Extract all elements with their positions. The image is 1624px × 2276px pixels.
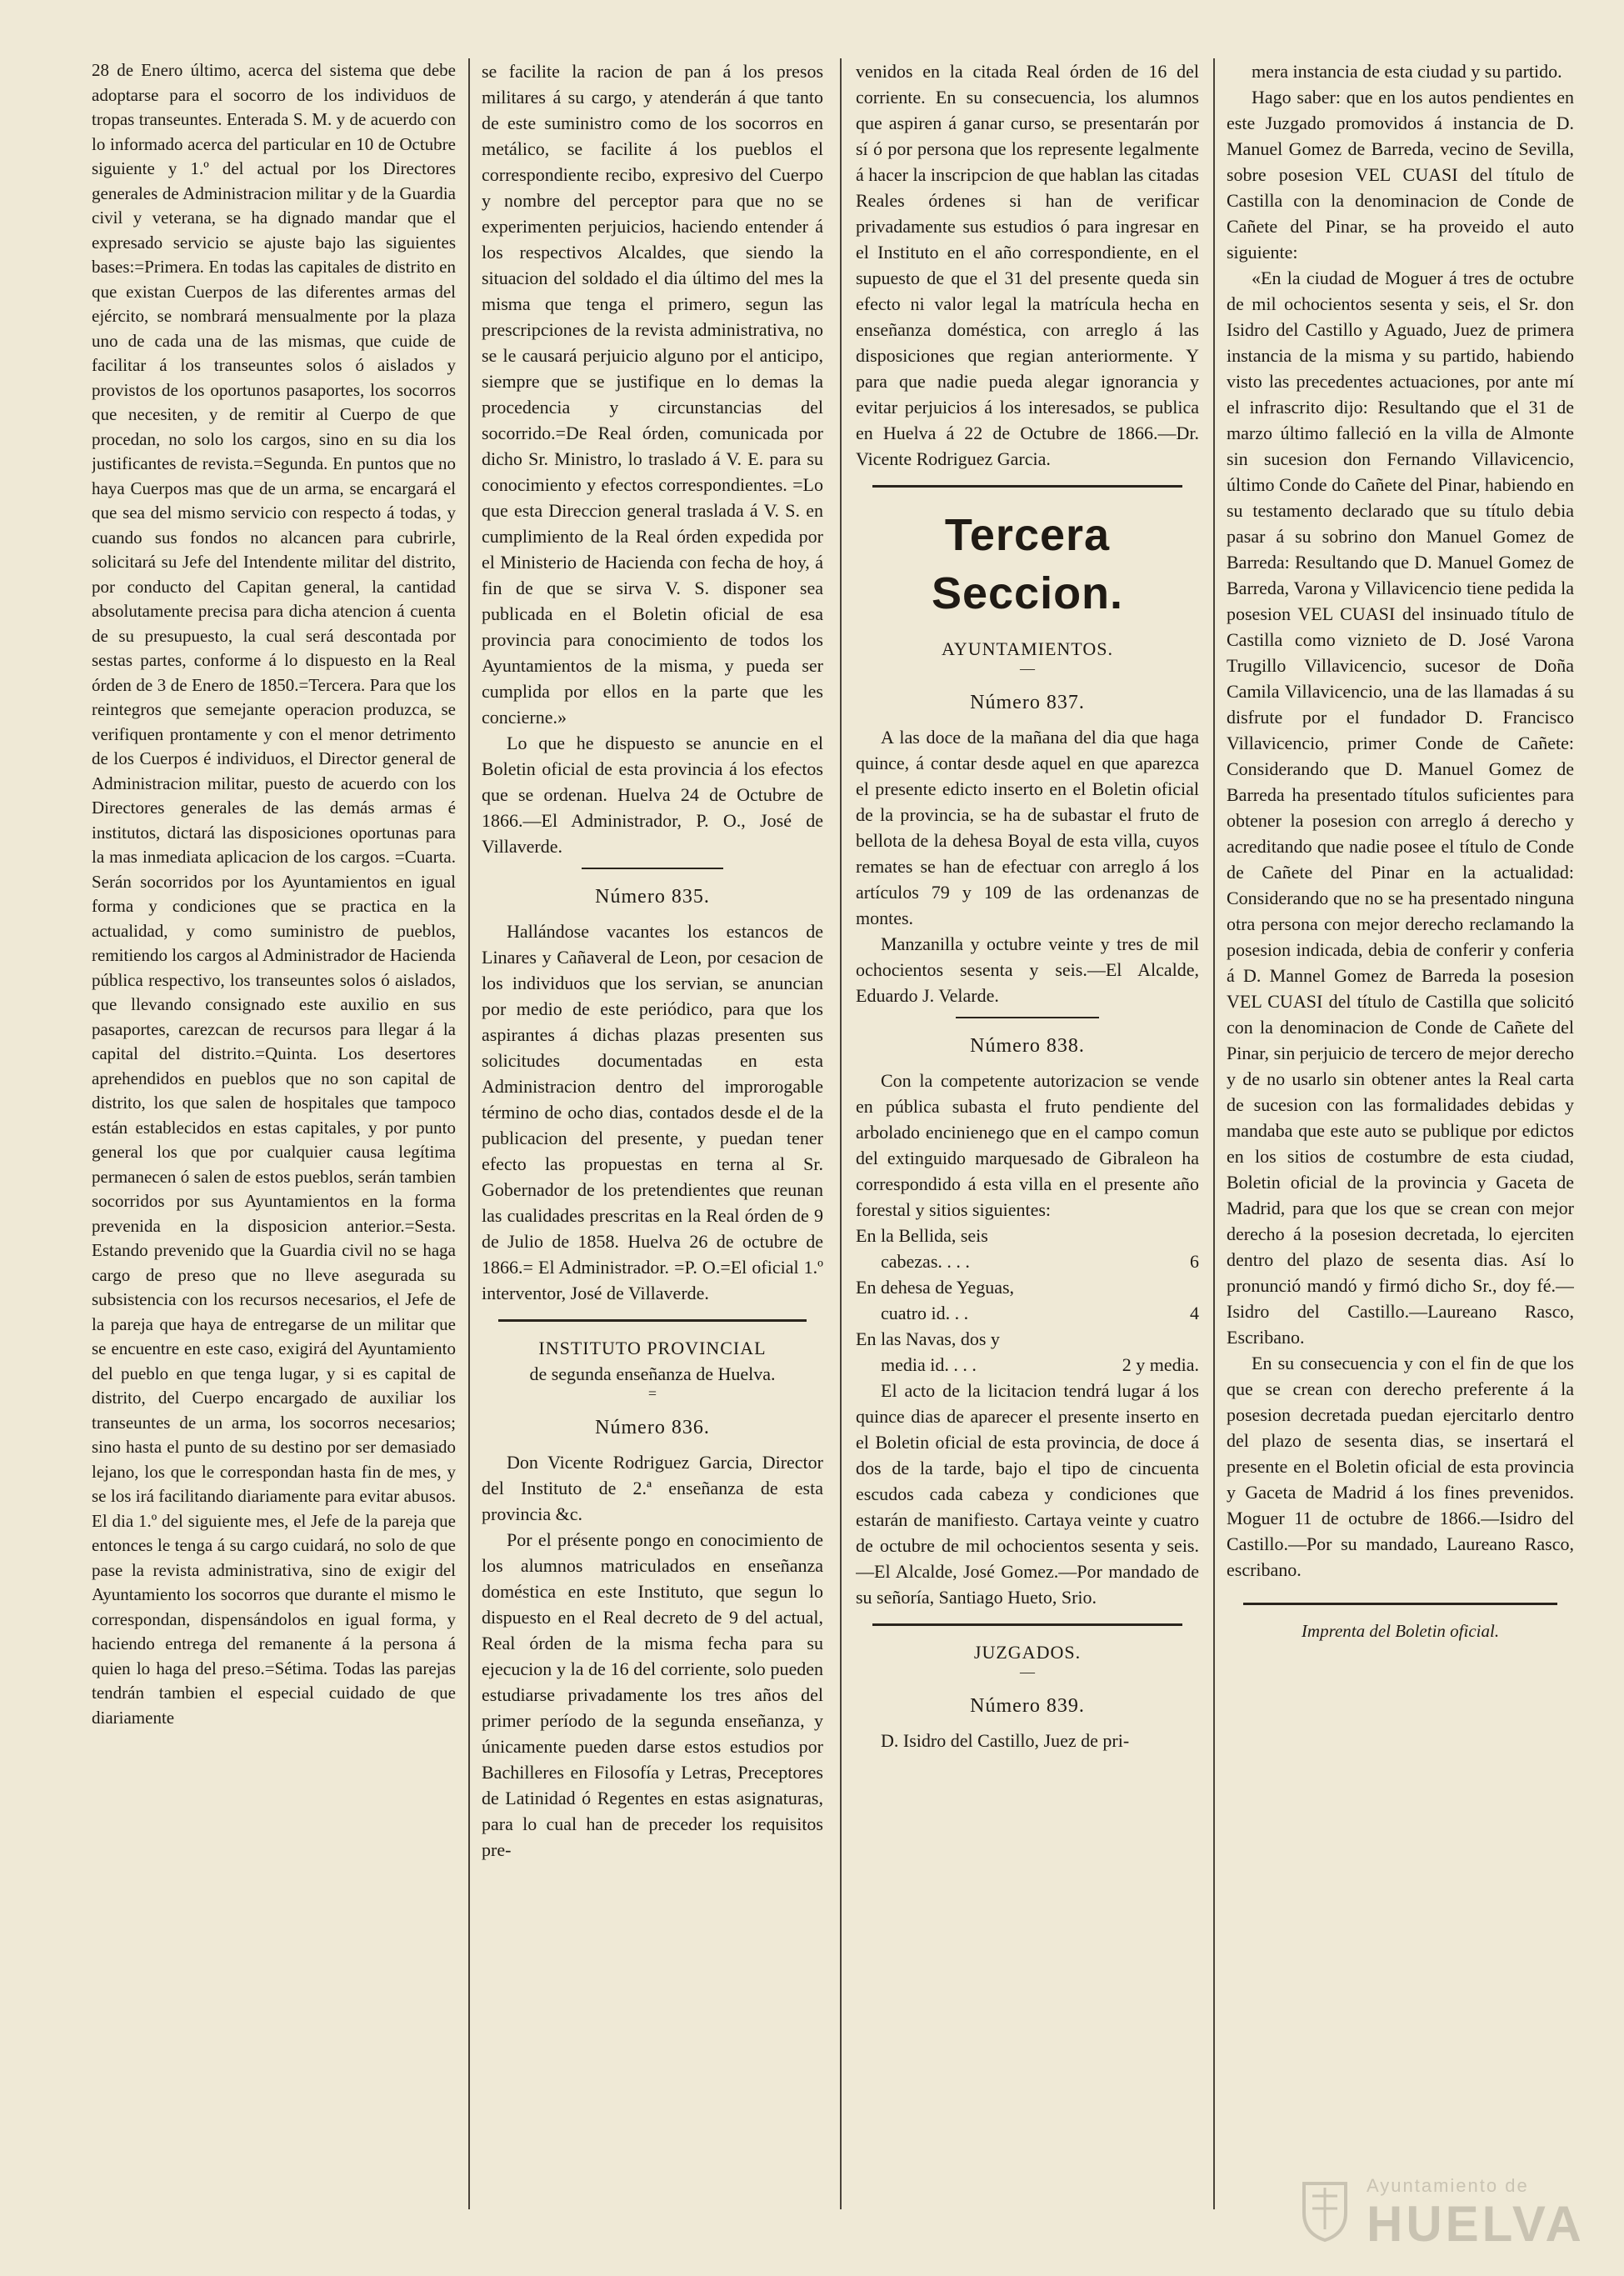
column-divider xyxy=(840,58,842,2209)
archive-watermark xyxy=(1300,2167,1600,2267)
coat-of-arms-icon xyxy=(1300,2175,1350,2242)
notice-number-838: Número 838. xyxy=(970,1035,1085,1057)
list-item-detail: media id. . . . xyxy=(881,1354,977,1375)
list-item xyxy=(856,1223,1199,1274)
notice-number-839: Número 839. xyxy=(970,1695,1085,1717)
list-item-label: En dehesa de Yeguas, xyxy=(856,1277,1015,1298)
list-item-value: 4 xyxy=(1190,1303,1199,1323)
notice-number-835: Número 835. xyxy=(595,886,710,908)
body-paragraph: Don Vicente Rodriguez Garcia, Director del Instituto de 2.ª enseñanza de esta provincia &c. xyxy=(482,1452,823,1524)
column-divider xyxy=(1213,58,1215,2209)
list-item-label: En las Navas, dos y xyxy=(856,1328,1000,1349)
column-2 xyxy=(482,58,823,2234)
printer-imprint: Imprenta del Boletin oficial. xyxy=(1301,1621,1500,1641)
list-item-label: En la Bellida, seis xyxy=(856,1225,988,1246)
body-paragraph: se facilite la racion de pan á los presos militares á su cargo, y atenderán á que tanto de este suministro como de los socorros en metálico, se facilite á los pueblos el correspondiente recibo, expresivo del Cuerpo y nombre del perceptor para que no se experimenten perjuicios, haciendo entender á los respectivos Alcaldes, que siendo la situacion del soldado el dia último del mes la misma que tenga el primero, segun las prescripciones de la revista administrativa, no se le causará perjuicio alguno por el anticipo, siempre que se justifique en lo demas la procedencia y circunstancias del socorrido.=De Real órden, comunicada por dicho Sr. Ministro, lo traslado á V. E. para su conocimiento y efectos correspondientes. =Lo que esta Direccion general traslada á V. S. en cumplimiento de la Real órden expedida por el Ministerio de Hacienda con fecha de hoy, á fin de que se sirva V. S. disponer sea publicada en el Boletin oficial de esa provincia para conocimiento de todos los Ayuntamientos de la misma, y pueda ser cumplida por ellos en la parte que les concierne.» xyxy=(482,61,823,728)
instituto-subheading: de segunda enseñanza de Huelva. xyxy=(529,1363,776,1384)
body-paragraph: venidos en la citada Real órden de 16 del corriente. En su consecuencia, los alumnos que aspiren á ganar curso, se presentarán por sí ó por persona que los represente legalmente á hacer la inscripcion de que hablan las citadas Reales órdenes si han de verificar privadamente sus estudios ó para ingresar en el Instituto en el año correspondiente, en el supuesto de que el 31 del presente queda sin efecto ni valor legal la matrícula hecha en enseñanza doméstica, con arreglo á las disposiciones que regian anteriormente. Y para que nadie pueda alegar ignorancia y evitar perjuicios á los interesados, se publica en Huelva á 22 de Octubre de 1866.—Dr. Vicente Rodriguez Garcia. xyxy=(856,61,1199,469)
body-paragraph: Hallándose vacantes los estancos de Linares y Cañaveral de Leon, por cesacion de los individuos que los servian, se anuncian por medio de este periódico, para que los aspirantes á dichas plazas presenten sus solicitudes documentadas en esta Administracion dentro del improrogable término de ocho dias, contados desde el de la publicacion del presente, y puedan tener efecto las propuestas en terna al Sr. Gobernador de los pretendientes que reunan las cualidades prescritas en la Real órden de 9 de Julio de 1858. Huelva 26 de octubre de 1866.= El Administrador. =P. O.=El oficial 1.º interventor, José de Villaverde. xyxy=(482,921,823,1303)
section-divider xyxy=(956,1017,1099,1018)
body-paragraph: mera instancia de esta ciudad y su partido. xyxy=(1252,61,1562,82)
section-divider xyxy=(498,1319,807,1322)
list-item-detail: cuatro id. . . xyxy=(881,1303,969,1323)
body-paragraph: En su consecuencia y con el fin de que los que se crean con derecho preferente á la posesion decretada puedan ejercitarlo dentro del plazo de sesenta dias, se insertará el presente en el Boletin oficial de esta provincia y Gaceta de Madrid á los fines prevenidos. Moguer 11 de octubre de 1866.—Isidro del Castillo.—Por su mandado, Laureano Rasco, escribano. xyxy=(1227,1353,1574,1580)
section-divider xyxy=(872,1623,1182,1626)
section-title: Tercera Seccion. xyxy=(931,510,1124,618)
body-paragraph: Manzanilla y octubre veinte y tres de mil ochocientos sesenta y seis.—El Alcalde, Eduardo J. Velarde. xyxy=(856,933,1199,1006)
body-paragraph: D. Isidro del Castillo, Juez de pri- xyxy=(881,1730,1130,1751)
notice-number-836: Número 836. xyxy=(595,1417,710,1438)
watermark-line2: HUELVA xyxy=(1367,2196,1585,2252)
column-3 xyxy=(856,58,1199,2234)
body-paragraph: «En la ciudad de Moguer á tres de octubre de mil ochocientos sesenta y seis, el Sr. don Isidro del Castillo y Aguado, Juez de primera instancia de la misma y su partido, habiendo visto las precedentes actuaciones, por ante mí el infrascrito dijo: Resultando que el 31 de marzo último falleció en la villa de Almonte sin sucesion don Fernando Villavicencio, último Conde do Cañete del Pinar, habiendo en su testamento declarado que su título debia pasar á su sobrino don Manuel Gomez de Barreda: Resultando que D. Manuel Gomez de Barreda, Varona y Villavicencio tiene pedida la posesion VEL CUASI del insinuado título de Castilla como viznieto de D. José Varona Trugillo Villavicencio, sucesor de Doña Camila Villavicencio, una de las llamadas á su disfrute por el fundador D. Francisco Villavicencio, primer Conde de Cañete: Considerando que D. Manuel Gomez de Barreda ha presentado títulos suficientes para obtener la posesion con arreglo á derecho y acreditando que nadie posee el título de Conde de Cañete del Pinar en la actualidad: Considerando que no se ha presentado ninguna otra persona con mejor derecho reclamando la posesion indicada, debia de conferir y conferia á D. Mannel Gomez de Barreda la posesion VEL CUASI del título de Castilla que solicitó con la denominacion de Conde de Cañete del Pinar, sin perjuicio de tercero de mejor derecho y de no usarlo sin obtener antes la Real carta de sucesion con las formalidades debidas y mandaba que este auto se publique por edictos en los sitios de costumbre de esta ciudad, Boletin oficial de la provincia y Gaceta de Madrid, para que los que se crean con mejor derecho á la posesion decretada, lo ejerciten dentro del plazo de sesenta dias. Así lo pronunció mandó y firmó dicho Sr., doy fé.—Isidro del Castillo.—Laureano Rasco, Escribano. xyxy=(1227,268,1574,1348)
body-paragraph: Lo que he dispuesto se anuncie en el Boletin oficial de esta provincia á los efectos que se ordenan. Huelva 24 de Octubre de 1866.—El Administrador, P. O., José de Villaverde. xyxy=(482,733,823,857)
juzgados-heading: JUZGADOS. xyxy=(973,1642,1082,1663)
ayuntamientos-heading: AYUNTAMIENTOS. xyxy=(942,638,1113,659)
ornament-divider: — xyxy=(1020,1663,1035,1680)
body-paragraph: Hago saber: que en los autos pendientes en este Juzgado promovidos á instancia de D. Manuel Gomez de Barreda, vecino de Sevilla, sobre posesion VEL CUASI del título de Castilla con la denominacion de Conde de Cañete del Pinar, se ha proveido el auto siguiente: xyxy=(1227,87,1574,263)
list-item xyxy=(856,1274,1199,1326)
body-paragraph: El acto de la licitacion tendrá lugar á los quince dias de aparecer el presente inserto en el Boletin oficial de esta provincia, de doce á dos de la tarde, bajo el tipo de cincuenta escudos cada cabeza y condiciones que estarán de manifiesto. Cartaya veinte y cuatro de octubre de mil ochocientos sesenta y seis.—El Alcalde, José Gomez.—Por mandado de su señoría, Santiago Hueto, Srio. xyxy=(856,1380,1199,1608)
list-item-detail: cabezas. . . . xyxy=(881,1251,970,1272)
list-item-value: 2 y media. xyxy=(1122,1354,1199,1375)
instituto-heading: INSTITUTO PROVINCIAL xyxy=(538,1338,767,1358)
section-divider xyxy=(872,485,1182,488)
section-divider xyxy=(1243,1603,1557,1605)
body-paragraph: Con la competente autorizacion se vende en pública subasta el fruto pendiente del arbolado encinienego que en el campo comun del extinguido marquesado de Gibraleon ha correspondido á esta villa en el presente año forestal y sitios siguientes: xyxy=(856,1070,1199,1220)
body-paragraph: A las doce de la mañana del dia que haga quince, á contar desde aquel en que aparezca el presente edicto inserto en el Boletin oficial de la provincia, se ha de subastar el fruto de bellota de la dehesa Boyal de esta villa, cuyos remates se han de efectuar con arreglo á los artículos 79 y 109 de las ordenanzas de montes. xyxy=(856,727,1199,928)
column-1 xyxy=(92,58,456,2234)
watermark-line1: Ayuntamiento de xyxy=(1367,2175,1529,2196)
list-item-value: 6 xyxy=(1190,1251,1199,1272)
ornament-divider: — xyxy=(1020,660,1035,677)
ornament-divider: = xyxy=(647,1385,657,1402)
notice-number-837: Número 837. xyxy=(970,692,1085,713)
column-4 xyxy=(1227,58,1574,2234)
column-divider xyxy=(468,58,470,2209)
body-paragraph: 28 de Enero último, acerca del sistema que debe adoptarse para el socorro de los individuos de tropas transeuntes. Enterada S. M. y de acuerdo con lo informado acerca del particular en 10 de Octubre siguiente y 1.º del actual por los Directores generales de Administracion militar y de la Guardia civil y veterana, se ha dignado mandar que el expresado servicio se ajuste bajo las siguientes bases:=Primera. En todas las capitales de distrito en que existan Cuerpos de las diferentes armas del ejército, se nombrará mensualmente por la plaza uno de cada una de las mismas, que cuide de facilitar á los transeuntes solos ó aislados y provistos de los oportunos pasaportes, los socorros que necesiten, y de remitir al Cuerpo de que procedan, no solo los cargos, sino en su dia los justificantes de revista.=Segunda. En puntos que no haya Cuerpos mas que de un arma, se encargará el que sea del mismo servicio con respecto á todas, y cuando sus fondos no alcancen para cubrirle, solicitará su Jefe del Intendente militar del distrito, por conducto del Capitan general, la cantidad absolutamente precisa para dicha atencion á cuenta de su presupuesto, la cual será descontada por sestas partes, conforme á lo dispuesto en la Real órden de 3 de Enero de 1850.=Tercera. Para que los reintegros que semejante operacion produzca, se verifiquen prontamente y con el menor detrimento de los Cuerpos é individuos, el Director general de Administracion militar, puesto de acuerdo con los Directores generales de las demás armas é institutos, dictará las disposiciones oportunas para la mas inmediata aplicacion de los cargos. =Cuarta. Serán socorridos por los Ayuntamientos en igual forma y condiciones que se practica en la actualidad, y como suministro de pueblos, remitiendo los cargos al Administrador de Hacienda pública respectivo, los transeuntes solos ó aislados, que llevando consignado este auxilio en sus pasaportes, carezcan de recursos para llegar á la capital del distrito.=Quinta. Los desertores aprehendidos en pueblos que no son capital de distrito, los que salen de hospitales que tampoco están establecidos en estas capitales, y por punto general los que por cualquier causa legítima permanecen ó salen de estos pueblos, serán tambien socorridos por sus Ayuntamientos en la forma prevenida en la disposicion anterior.=Sesta. Estando prevenido que la Guardia civil no se haga cargo de preso que no lleve asegurada su subsistencia con los recursos necesarios, el Jefe de la pareja que haya de entregarse de un militar que se encuentre en este caso, exigirá del Ayuntamiento del pueblo en que tenga lugar, y si es capital de distrito, del Cuerpo encargado de auxiliar los transeuntes de un arma, los socorros necesarios; sino hasta el punto de su destino por ser demasiado lejano, los que le correspondan hasta fin de mes, y se los irá facilitando diariamente para evitar abusos. El dia 1.º del siguiente mes, el Jefe de la pareja que entonces le tenga á su cargo cuidará, no solo de que pase la revista administrativa, sino de exigir del Ayuntamiento los socorros que durante el mismo le correspondan, dispensándolos en igual forma, y haciendo entrega del remanente á la persona á quien lo haga del preso.=Sétima. Todas las parejas tendrán tambien el especial cuidado de que diariamente xyxy=(92,60,456,1728)
section-divider xyxy=(582,868,723,869)
body-paragraph: Por el présente pongo en conocimiento de los alumnos matriculados en enseñanza doméstica en este Instituto, que segun lo dispuesto en el Real decreto de 9 del actual, Real órden de la misma fecha para su ejecucion y la de 16 del corriente, solo pueden estudiarse privadamente los tres años del primer período de la segunda enseñanza, y únicamente pueden darse estos estudios por Bachilleres en Filosofía y Letras, Preceptores de Latinidad ó Regentes en estas asignaturas, para lo cual han de preceder los requisitos pre- xyxy=(482,1529,823,1860)
sitios-list xyxy=(856,1223,1199,1378)
list-item xyxy=(856,1326,1199,1378)
